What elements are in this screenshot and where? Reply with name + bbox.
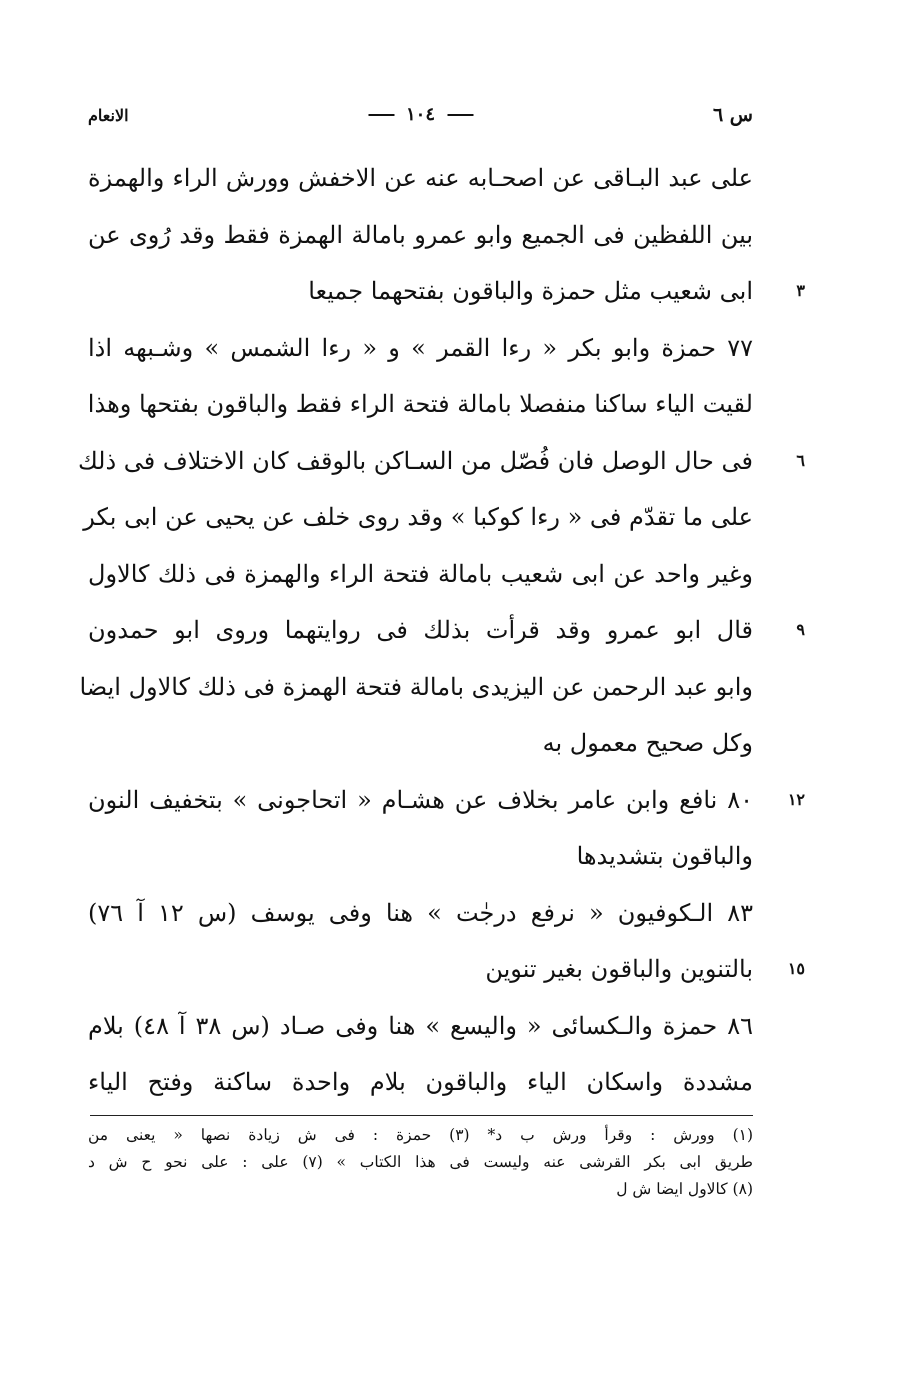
line-text: وغير واحد عن ابى شعيب بامالة فتحة الراء والهمزة فى ذلك كالاول (88, 559, 753, 588)
line-text: ابى شعيب مثل حمزة والباقون بفتحهما جميعا (308, 277, 753, 305)
line-text: على عبد البـاقى عن اصحـابه عنه عن الاخفش وورش الراء والهمزة (88, 164, 753, 192)
line-text: على ما تقدّم فى « رءا كوكبا » وقد روى خلف عن يحيى عن ابى بكر (83, 503, 753, 531)
page-number: ١٠٤ (405, 104, 436, 125)
text-line (77, 433, 805, 490)
line-text: ٨٣ الـكوفيون « نرفع درجٰت » هنا وفى يوسف (س ١٢ آ ٧٦) (88, 898, 753, 927)
text-line (88, 546, 753, 603)
line-number: ٦ (796, 450, 805, 470)
text-line (88, 828, 753, 885)
line-text: بين اللفظين فى الجميع وابو عمرو بامالة الهمزة فقط وقد رُوى عن (88, 220, 753, 249)
text-line (88, 263, 805, 320)
page-header (88, 100, 753, 136)
footnote-separator (90, 1115, 753, 1116)
text-line (88, 998, 753, 1055)
text-line (79, 659, 753, 716)
line-number: ١٥ (787, 959, 805, 978)
line-text: وابو عبد الرحمن عن اليزيدى بامالة فتحة الهمزة فى ذلك كالاول ايضا (79, 672, 753, 701)
line-text: وكل صحيح معمول به (542, 729, 753, 757)
line-number: ٣ (796, 281, 805, 300)
line-number: ١٢ (787, 789, 805, 809)
footnote-line: طريق ابى بكر القرشى عنه وليست فى هذا الكتاب » (٧) على : على نحو ح ش د (88, 1153, 753, 1171)
line-text: ٨٦ حمزة والـكسائى « واليسع » هنا وفى صـاد (س ٣٨ آ ٤٨) بلام (88, 1011, 753, 1040)
line-text: ٨٠ نافع وابن عامر بخلاف عن هشـام « اتحاجونى » بتخفيف النون (88, 785, 753, 814)
footnote-line: (٨) كالاول ايضا ش ل (616, 1180, 753, 1198)
line-number: ٩ (796, 620, 805, 639)
line-text: لقيت الياء ساكنا منفصلا بامالة فتحة الراء فقط والباقون بفتحها وهذا (87, 390, 753, 418)
page-number-block (356, 104, 485, 125)
text-line (88, 150, 753, 207)
text-line (88, 602, 805, 659)
text-line (88, 1054, 753, 1111)
text-line (88, 715, 753, 772)
line-text: مشددة واسكان الياء والباقون بلام واحدة ساكنة وفتح الياء (88, 1068, 753, 1096)
sura-reference: س ٦ (712, 104, 753, 126)
line-text: والباقون بتشديدها (576, 842, 753, 870)
text-line (88, 207, 753, 264)
text-line (83, 489, 753, 546)
chapter-title: الانعام (88, 106, 129, 125)
main-text (77, 150, 805, 1111)
text-line (88, 885, 753, 942)
text-line (88, 772, 805, 829)
header-dash-right (368, 114, 394, 116)
line-text: فى حال الوصل فان فُصّل من السـاكن بالوقف كان الاختلاف فى ذلك (77, 446, 753, 475)
line-text: ٧٧ حمزة وابو بكر « رءا القمر » و « رءا الشمس » وشـبهه اذا (88, 333, 753, 362)
text-line (88, 320, 753, 377)
footnotes (88, 1122, 753, 1203)
footnote-line: (١) وورش : وقرأ ورش ب د* (٣) حمزة : فى ش زيادة نصها « يعنى من (88, 1126, 754, 1144)
header-dash-left (447, 114, 473, 116)
line-text: قال ابو عمرو وقد قرأت بذلك فى روايتهما وروى ابو حمدون (88, 616, 753, 644)
text-line (88, 376, 753, 433)
line-text: بالتنوين والباقون بغير تنوين (485, 955, 753, 983)
text-line (88, 941, 805, 998)
